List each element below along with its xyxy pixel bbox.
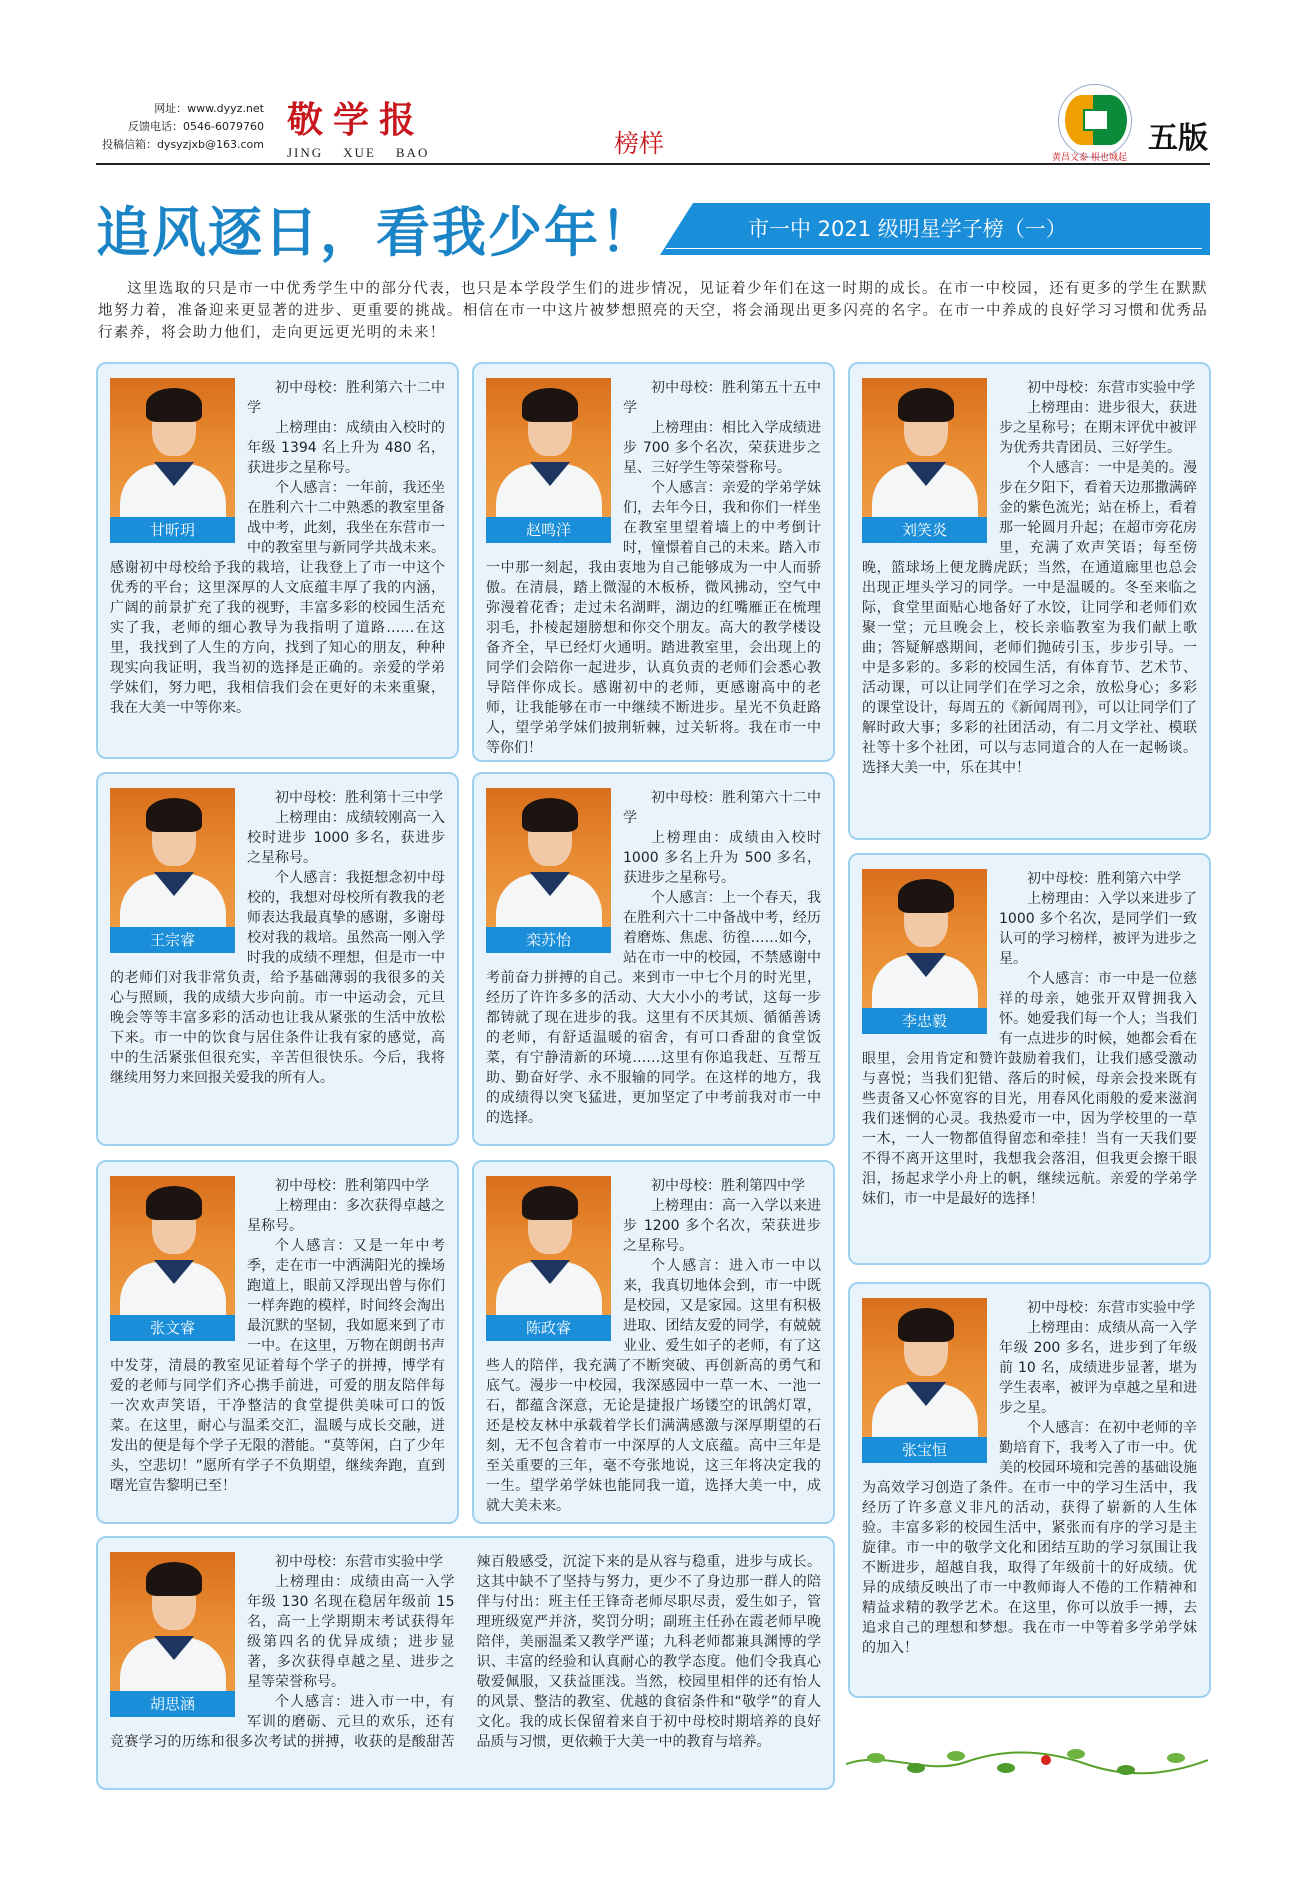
student-card — [96, 362, 459, 759]
student-school: 初中母校：东营市实验中学 — [275, 1554, 443, 1570]
student-reason: 上榜理由：相比入学成绩进步 700 多个名次，荣获进步之星、三好学生等荣誉称号。 — [623, 420, 821, 476]
student-reason: 上榜理由：成绩从高一入学年级 200 多名，进步到了年级前 10 名，成绩进步显著，堪为学生表率，被评为卓越之星和进步之星。 — [999, 1320, 1197, 1416]
pinyin-3: BAO — [395, 145, 430, 160]
student-card — [848, 853, 1211, 1265]
student-school: 初中母校：胜利第四中学 — [651, 1178, 805, 1194]
phone-text: 反馈电话：0546-6079760 — [128, 120, 264, 133]
student-name: 李忠毅 — [862, 1008, 987, 1034]
student-feeling: 个人感言：一年前，我还坐在胜利六十二中熟悉的教室里备战中考，此刻，我坐在东营市一中的教室里与新同学共战未来。感谢初中母校给予我的栽培，让我登上了市一中这个优秀的平台；这里深厚的人文底蕴丰厚了我的内涵，广阔的前景扩充了我的视野，丰富多彩的校园生活充实了我，老师的细心教导为我指明了道路……在这里，我找到了人生的方向，找到了知心的朋友，种种现实向我证明，我当初的选择是正确的。亲爱的学弟学妹们，努力吧，我相信我们会在更好的未来重聚，我在大美一中等你来。 — [110, 480, 445, 716]
student-feeling: 个人感言：我挺想念初中母校的，我想对母校所有教我的老师表达我最真挚的感谢，多谢母校对我的栽培。虽然高一刚入学时我的成绩不理想，但是市一中的老师们对我非常负责，给予基础薄弱的我很多的关心与照顾，我的成绩大步向前。市一中运动会，元旦晚会等等丰富多彩的活动也让我从紧张的生活中放松下来。市一中的饮食与居住条件让我有家的感觉，高中的生活紧张但很充实，辛苦但很快乐。今后，我将继续用努力来回报关爱我的所有人。 — [110, 870, 445, 1086]
masthead-title: 敬学报 — [287, 99, 426, 141]
website-text: 网址：www.dyyz.net — [154, 102, 264, 115]
student-feeling: 个人感言：进入市一中以来，我真切地体会到，市一中既是校园，又是家园。这里有积极进取、团结友爱的同学，有兢兢业业、爱生如子的老师，有了这些人的陪伴，我充满了不断突破、再创新高的勇气和底气。漫步一中校园，我深感园中一草一木、一池一石，都蕴含深意，无论是捷报广场镂空的讯鸽灯罩，还是校友林中承载着学长们满满感激与深厚期望的石刻，无不包含着市一中深厚的人文底蕴。高中三年是至关重要的三年，毫不夸张地说，这三年将决定我的一生。望学弟学妹也能同我一道，选择大美一中，成就大美未来。 — [486, 1258, 821, 1514]
banner-text: 市一中 2021 级明星学子榜（一） — [748, 217, 1067, 241]
student-name: 甘昕玥 — [110, 517, 235, 543]
student-photo — [110, 378, 235, 543]
student-reason: 上榜理由：成绩由入校时 1000 多名上升为 500 多名，获进步之星称号。 — [623, 830, 821, 886]
student-card — [472, 362, 835, 762]
student-name: 王宗睿 — [110, 927, 235, 953]
page-title: 追风逐日，看我少年！ — [96, 201, 656, 264]
student-card — [96, 1160, 459, 1524]
student-name: 张文睿 — [110, 1315, 235, 1341]
student-reason: 上榜理由：多次获得卓越之星称号。 — [247, 1198, 445, 1234]
edition-label: 五版 — [1148, 121, 1208, 156]
student-reason: 上榜理由：成绩较刚高一入校时进步 1000 多名，获进步之星称号。 — [247, 810, 445, 866]
contact-info — [94, 100, 264, 154]
student-name: 赵鸣洋 — [486, 517, 611, 543]
student-reason: 上榜理由：入学以来进步了 1000 多个名次，是同学们一致认可的学习榜样，被评为进步之星。 — [999, 891, 1197, 967]
student-card — [96, 772, 459, 1146]
student-name: 栾苏怡 — [486, 927, 611, 953]
student-reason: 上榜理由：高一入学以来进步 1200 多个名次，荣获进步之星称号。 — [623, 1198, 821, 1254]
student-photo — [110, 1552, 235, 1717]
student-school: 初中母校：胜利第六十二中学 — [247, 380, 445, 416]
student-card — [848, 1282, 1211, 1698]
intro-paragraph: 这里选取的只是市一中优秀学生中的部分代表，也只是本学段学生们的进步情况，见证着少年们在这一时期的成长。在市一中校园，还有更多的学生在默默地努力着，准备迎来更显著的进步、更重要的挑战。相信在市一中这片被梦想照亮的天空，将会涌现出更多闪亮的名字。在市一中养成的良好学习习惯和优秀品行素养，将会助力他们，走向更远更光明的未来！ — [98, 281, 1208, 341]
student-school: 初中母校：胜利第四中学 — [275, 1178, 429, 1194]
email-text: 投稿信箱：dysyzjxb@163.com — [101, 138, 264, 151]
student-name: 胡思涵 — [110, 1691, 235, 1717]
student-photo — [110, 788, 235, 953]
student-reason: 上榜理由：进步很大，获进步之星称号；在期末评优中被评为优秀共青团员、三好学生。 — [999, 400, 1197, 456]
masthead — [287, 92, 449, 161]
student-school: 初中母校：胜利第六中学 — [1027, 871, 1181, 887]
student-name: 陈政睿 — [486, 1315, 611, 1341]
school-slogan: 黄昌文泰 根也城起 — [1052, 153, 1127, 163]
student-photo — [862, 869, 987, 1034]
student-feeling: 个人感言：市一中是一位慈祥的母亲，她张开双臂拥我入怀。她爱我们每一个人；当我们有一点进步的时候，她都会看在眼里，会用肯定和赞许鼓励着我们，让我们感受激动与喜悦；当我们犯错、落后的时候，母亲会投来既有些责备又心怀宽容的目光，用春风化雨般的爱来滋润我们迷惘的心灵。我热爱市一中，因为学校里的一草一木，一人一物都值得留恋和牵挂！当有一天我们要不得不离开这里时，我想我会落泪，但我更会擦干眼泪，扬起求学小舟上的帆，继续远航。亲爱的学弟学妹们，市一中是最好的选择！ — [862, 971, 1197, 1207]
student-card — [472, 1160, 835, 1524]
header-rule — [96, 163, 1210, 165]
student-name: 刘笑炎 — [862, 517, 987, 543]
vine-decoration — [846, 1740, 1208, 1780]
student-feeling: 个人感言：亲爱的学弟学妹们，去年今日，我和你们一样坐在教室里望着墙上的中考倒计时，憧憬着自己的未来。踏入市一中那一刻起，我由衷地为自己能够成为一中人而骄傲。在清晨，踏上微湿的木板桥，微风拂动，空气中弥漫着花香；走过未名湖畔，湖边的红嘴雁正在梳理羽毛，扑棱起翅膀想和你交个朋友。高大的教学楼设备齐全，早已经灯火通明。踏进教室里，会出现上的同学们会陪你一起进步，认真负责的老师们会悉心教导陪伴你成长。感谢初中的老师，更感谢高中的老师，让我能够在市一中继续不断进步。星光不负赶路人，望学弟学妹们披荆斩棘，过关斩将。我在市一中等你们！ — [486, 480, 821, 756]
student-feeling: 个人感言：在初中老师的辛勤培育下，我考入了市一中。优美的校园环境和完善的基础设施为高效学习创造了条件。在市一中的学习生活中，我经历了许多意义非凡的活动，获得了崭新的人生体验。丰富多彩的校园生活中，紧张而有序的学习是主旋律。市一中的敬学文化和团结互助的学习氛围让我不断进步，超越自我，取得了年级前十的好成绩。优异的成绩反映出了市一中教师诲人不倦的工作精神和精益求精的教学艺术。在这里，你可以放手一搏，去追求自己的理想和梦想。我在市一中等着多学弟学妹的加入！ — [862, 1420, 1197, 1656]
student-school: 初中母校：胜利第十三中学 — [275, 790, 443, 806]
student-school: 初中母校：东营市实验中学 — [1027, 380, 1195, 396]
student-card — [472, 772, 835, 1146]
masthead-pinyin — [287, 145, 449, 161]
student-photo — [862, 1298, 987, 1463]
pinyin-2: XUE — [343, 145, 376, 160]
student-school: 初中母校：胜利第六十二中学 — [623, 790, 821, 826]
pinyin-1: JING — [287, 145, 324, 160]
student-photo — [862, 378, 987, 543]
school-logo — [1058, 84, 1132, 158]
student-school: 初中母校：东营市实验中学 — [1027, 1300, 1195, 1316]
student-photo — [486, 788, 611, 953]
student-feeling: 个人感言：一中是美的。漫步在夕阳下，看着天边那撒满碎金的紫色流光；站在桥上，看着那一轮圆月升起；在超市旁花房里，充满了欢声笑语；每至傍晚，篮球场上便龙腾虎跃；当然，在通道廊里也总会出现正埋头学习的同学。一中是温暖的。冬至来临之际，食堂里面贴心地备好了水饺，让同学和老师们欢聚一堂；元旦晚会上，校长亲临教室为我们献上歌曲；答疑解惑期间，老师们抛砖引玉，步步引导。一中是多彩的。多彩的校园生活，有体育节、艺术节、活动课，可以让同学们在学习之余，放松身心；多彩的课堂设计，每周五的《新闻周刊》，可以让同学们了解时政大事；多彩的社团活动，有二月文学社、模联社等十多个社团，可以与志同道合的人在一起畅谈。选择大美一中，乐在其中！ — [862, 460, 1197, 776]
student-feeling: 个人感言：进入市一中，有军训的磨砺、元旦的欢乐，还有竞赛学习的历练和很多次考试的拼搏，收获的是酸甜苦辣百般感受，沉淀下来的是从容与稳重，进步与成长。这其中缺不了坚持与努力，更少不了身边那一群人的陪伴与付出：班主任王锋奇老师尽职尽责，爱生如子，管理班级宽严并济，奖罚分明；副班主任孙在霞老师早晚陪伴，美丽温柔又教学严谨；九科老师都兼具渊博的学识、丰富的经验和认真耐心的教学态度。他们令我真心敬爱佩服，又获益匪浅。当然，校园里相伴的还有怡人的风景、整洁的教室、优越的食宿条件和“敬学”的育人文化。我的成长保留着来自于初中母校时期培养的良好品质与习惯，更依赖于大美一中的教育与培养。 — [110, 1554, 821, 1750]
student-card — [848, 362, 1211, 840]
student-photo — [486, 378, 611, 543]
student-feeling: 个人感言：又是一年中考季，走在市一中洒满阳光的操场跑道上，眼前又浮现出曾与你们一样奔跑的模样，时间终会淘出最沉默的坚韧，我如愿来到了市一中。在这里，万物在朗朗书声中发芽，清晨的教室见证着每个学子的拼搏，博学有爱的老师与同学们齐心携手前进，可爱的朋友陪伴每一次欢声笑语，干净整洁的食堂提供美味可口的饭菜。在这里，耐心与温柔交汇，温暖与成长交融，迸发出的便是每个学子无限的潜能。“莫等闲，白了少年头，空悲切！”愿所有学子不负期望，继续奔跑，直到曙光宣告黎明已至！ — [110, 1238, 445, 1494]
student-card — [96, 1536, 835, 1790]
student-school: 初中母校：胜利第五十五中学 — [623, 380, 821, 416]
student-name: 张宝恒 — [862, 1437, 987, 1463]
student-feeling: 个人感言：上一个春天，我在胜利六十二中备战中考，经历着磨炼、焦虑、彷徨……如今，站在市一中的校园，不禁感谢中考前奋力拼搏的自己。来到市一中七个月的时光里，经历了许许多多的活动、大大小小的考试，这每一步都铸就了现在进步的我。这里有不厌其烦、循循善诱的老师，有舒适温暖的宿舍，有可口香甜的食堂饭菜，有宁静清新的环境……这里有你追我赶、互帮互助、勤奋好学、永不服输的同学。在这样的地方，我的成绩得以突飞猛进，更加坚定了中考前我对市一中的选择。 — [486, 890, 821, 1126]
section-name: 榜样 — [614, 129, 665, 158]
student-photo — [486, 1176, 611, 1341]
student-reason: 上榜理由：成绩由高一入学年级 130 名现在稳居年级前 15 名，高一上学期期末考试获得年级第四名的优异成绩；进步显著，多次获得卓越之星、进步之星等荣誉称号。 — [247, 1574, 455, 1690]
student-reason: 上榜理由：成绩由入校时的年级 1394 名上升为 480 名，获进步之星称号。 — [247, 420, 445, 476]
student-photo — [110, 1176, 235, 1341]
